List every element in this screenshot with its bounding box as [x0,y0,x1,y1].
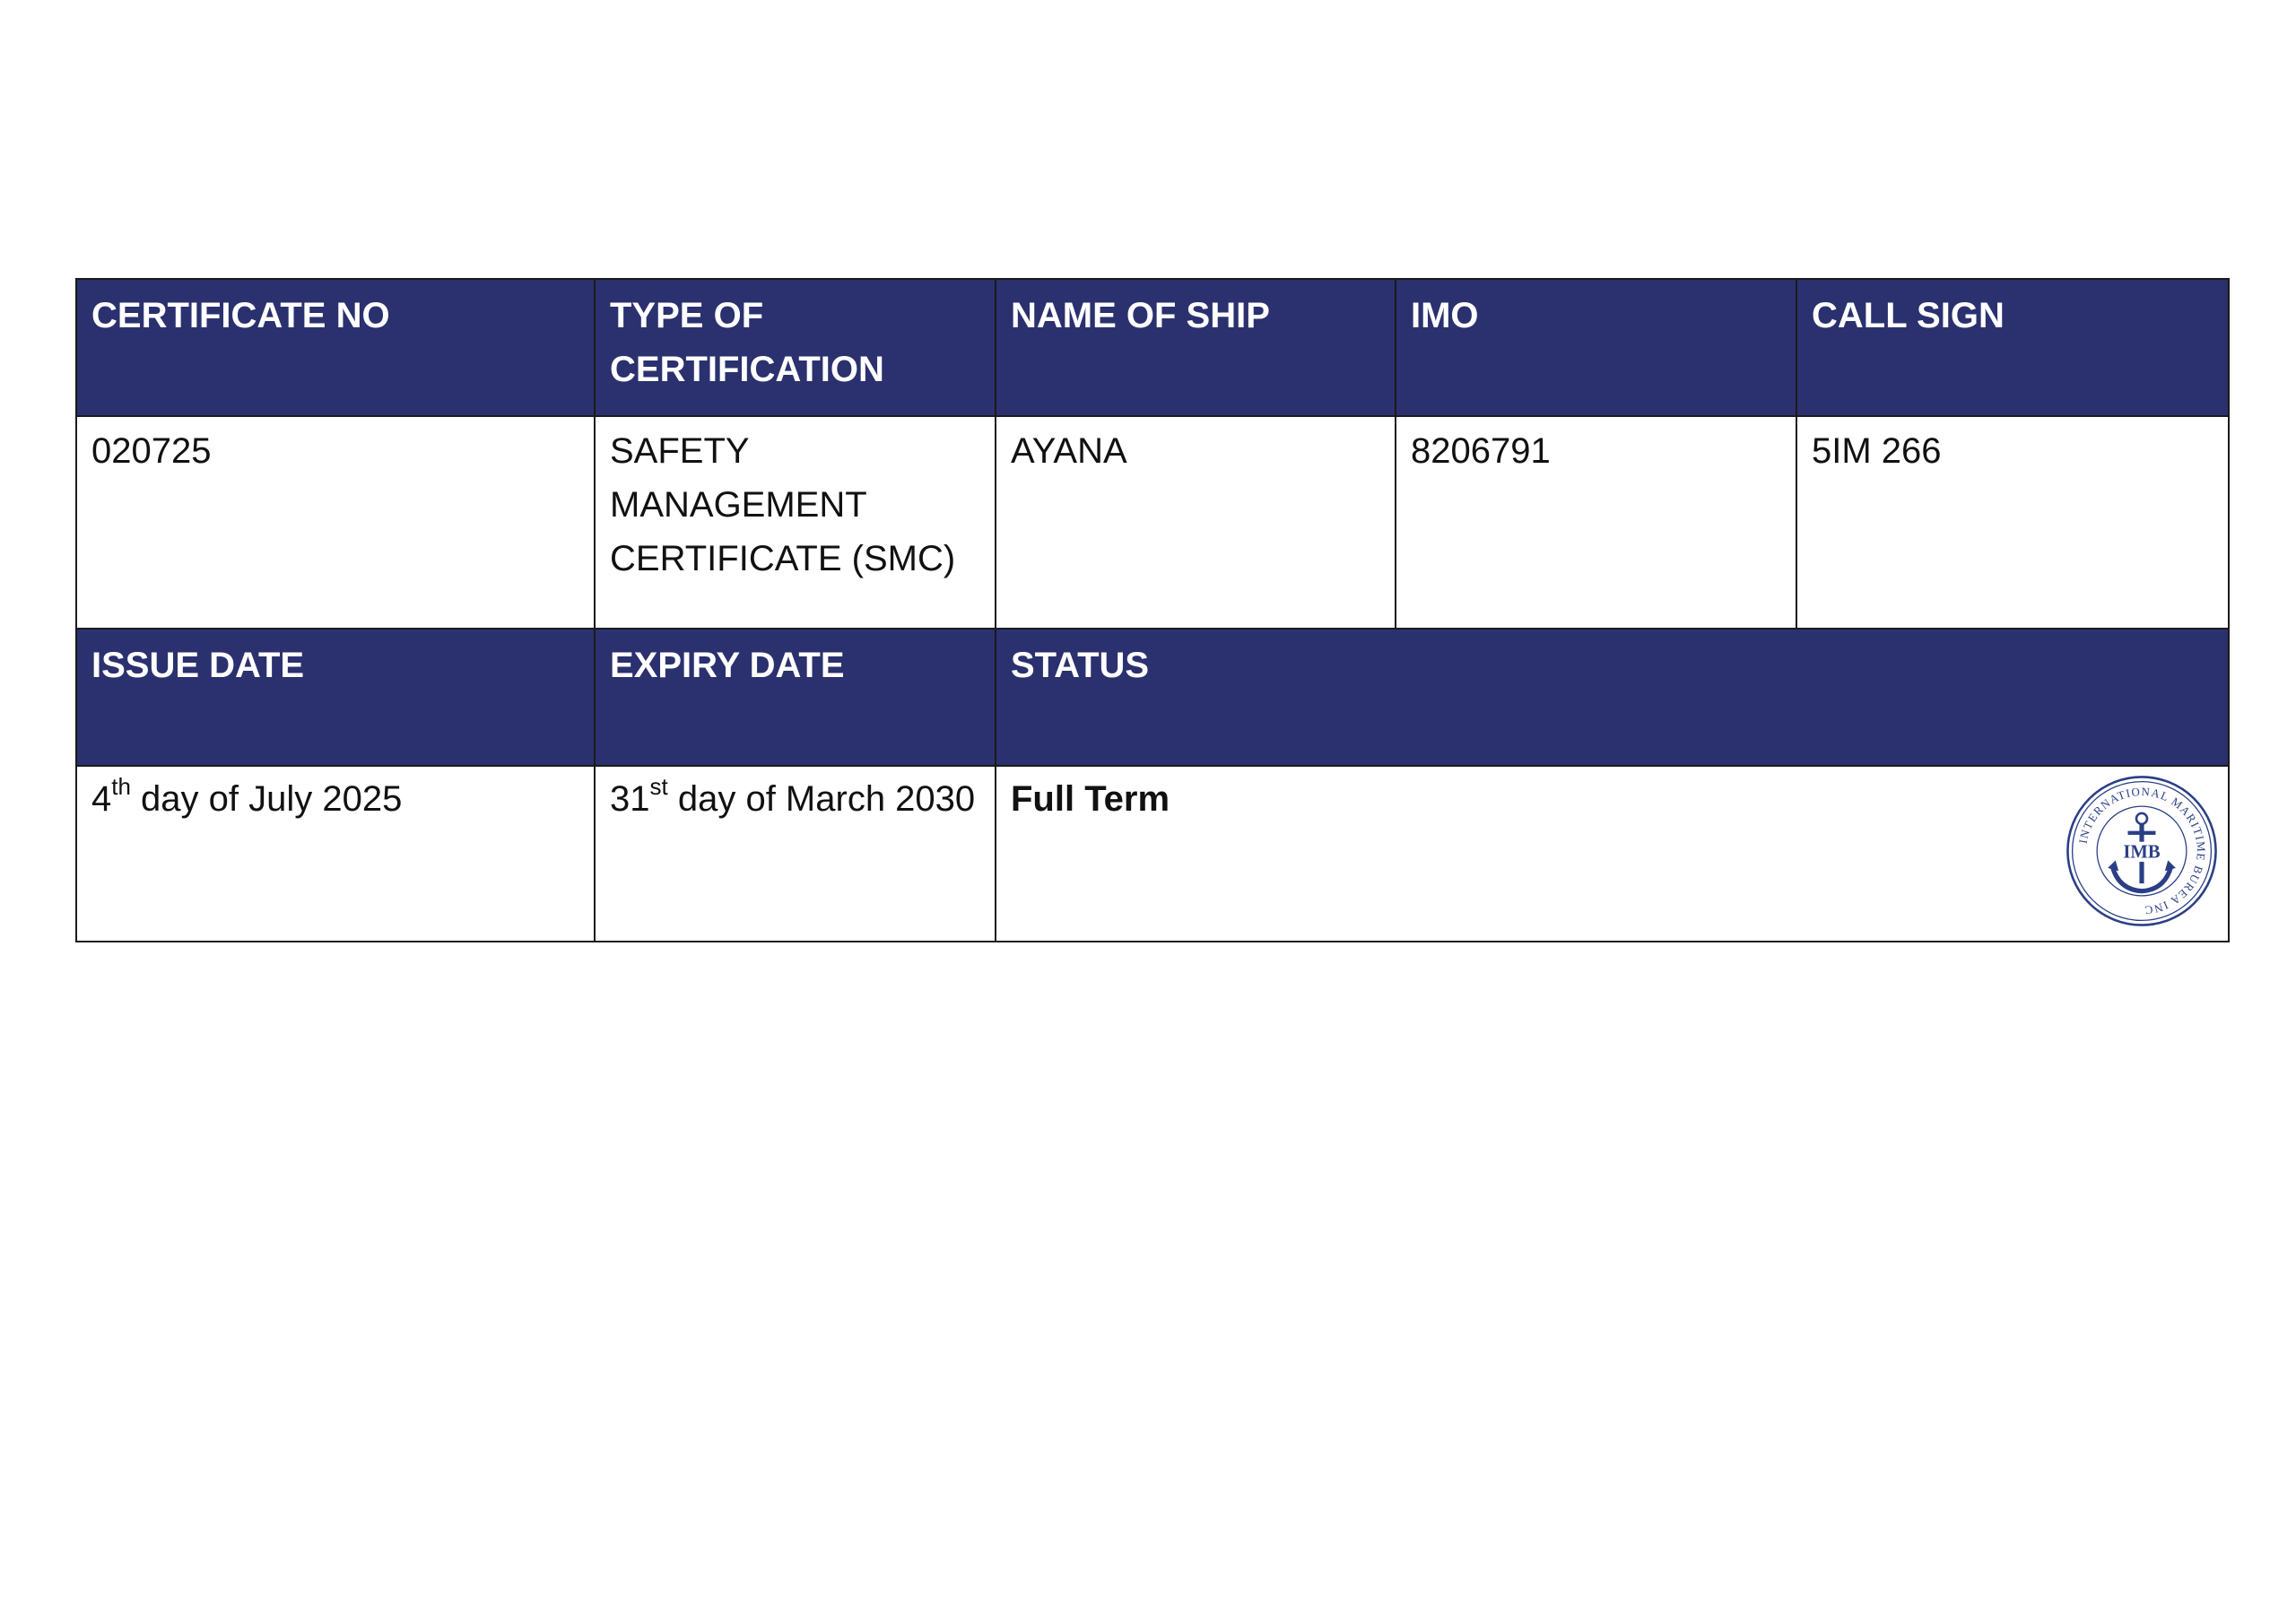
expiry-day: 31 [610,779,650,819]
header-status: STATUS [996,629,2229,766]
value-issue-date [76,766,595,942]
issue-day: 4 [91,779,112,819]
value-status: Full Term [1011,779,1170,819]
value-name-of-ship: AYANA [996,416,1396,629]
value-type-of-certification: SAFETY MANAGEMENT CERTIFICATE (SMC) [595,416,996,629]
header-expiry-date: EXPIRY DATE [595,629,996,766]
header-type-of-certification: TYPE OF CERTIFICATION [595,279,996,416]
certificate-table [75,278,2230,942]
imb-seal [2065,774,2219,928]
values-row-2 [76,766,2229,942]
value-imo: 8206791 [1396,416,1796,629]
header-row-2 [76,629,2229,766]
issue-day-suffix: th [111,772,131,800]
value-certificate-no: 020725 [76,416,595,629]
expiry-date-rest: day of March 2030 [667,779,976,819]
header-call-sign: CALL SIGN [1796,279,2229,416]
values-row-1 [76,416,2229,629]
header-name-of-ship: NAME OF SHIP [996,279,1396,416]
header-issue-date: ISSUE DATE [76,629,595,766]
seal-initials: IMB [2123,842,2161,863]
header-imo: IMO [1396,279,1796,416]
value-expiry-date [595,766,996,942]
header-row-1 [76,279,2229,416]
value-status-cell [996,766,2229,942]
seal-ring-text: INTERNATIONAL MARITIME BUREA INC [2076,785,2208,917]
issue-date-rest: day of July 2025 [130,779,403,819]
value-call-sign: 5IM 266 [1796,416,2229,629]
header-certificate-no: CERTIFICATE NO [76,279,595,416]
expiry-day-suffix: st [649,772,668,800]
